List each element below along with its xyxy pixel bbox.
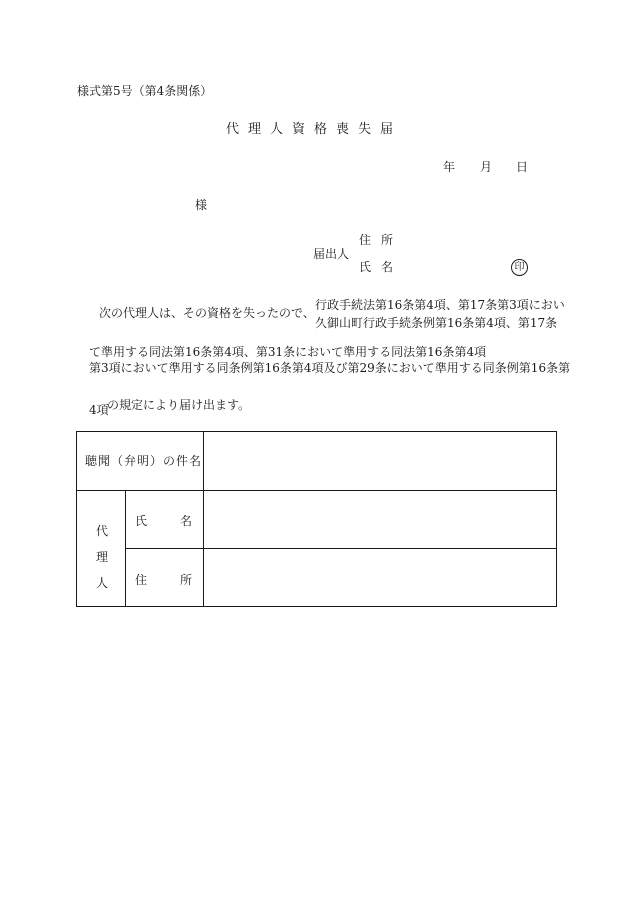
table-divider [125,548,556,549]
table-divider [77,490,556,491]
body-law-line-1: 行政手続法第16条第4項、第17条第3項におい [315,298,565,312]
form-number: 様式第5号（第4条関係） [77,84,213,98]
applicant-label: 届出人 [313,247,350,261]
body-text-line-4: 第3項において準用する同条例第16条第4項及び第29条において準用する同条例第16条第 [89,361,571,375]
seal-mark: 印 [511,259,528,276]
applicant-address-label: 住所 [359,233,404,247]
agent-name-label-text: 氏名 [135,514,226,528]
agent-form-table [76,431,557,607]
addressee-honorific: 様 [195,198,208,212]
document-title: 代理人資格喪失届 [226,122,403,137]
agent-label: 代理人 [95,524,108,590]
applicant-name-label: 氏名 [359,260,404,274]
body-intro-text: 次の代理人は、その資格を失ったので、 [99,306,315,320]
agent-address-label-text: 住所 [135,573,226,587]
body-law-line-2: 久御山町行政手続条例第16条第4項、第17条 [315,316,558,330]
table-divider [125,490,126,606]
body-text-line-3: て準用する同法第16条第4項、第31条において準用する同法第16条第4項 [89,345,487,359]
agent-name-label [135,514,226,528]
body-closing-text: の規定により届け出ます。 [107,398,251,412]
date-day-label: 日 [516,160,529,174]
case-name-label: 聴聞（弁明）の件名 [85,454,203,468]
agent-address-label [135,573,226,587]
date-month-label: 月 [480,160,493,174]
body-item-number: 4項 [89,403,109,417]
date-year-label: 年 [443,160,456,174]
